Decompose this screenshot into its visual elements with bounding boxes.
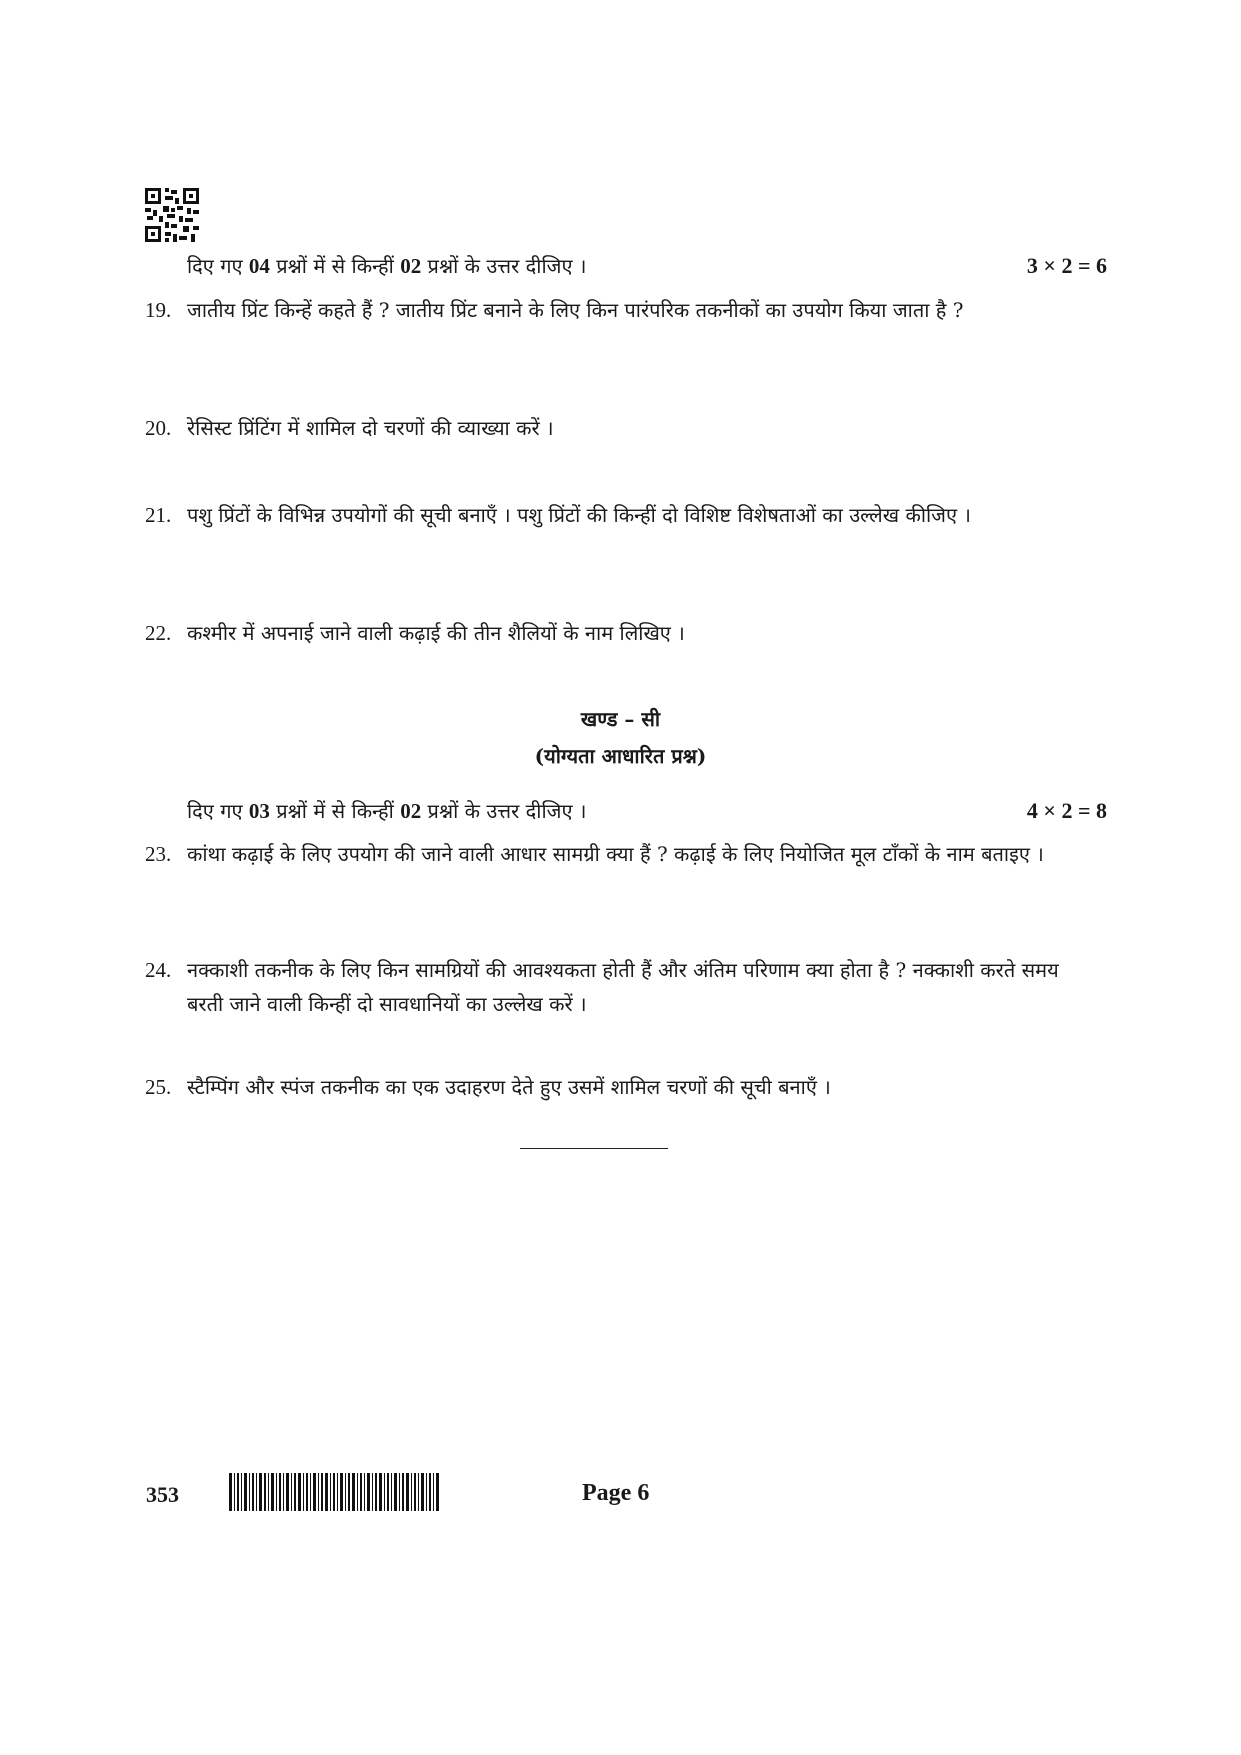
marks-section-c: 4 × 2 = 8 xyxy=(1026,798,1107,823)
question-number: 20. xyxy=(145,416,172,440)
question-text: रेसिस्ट प्रिंटिंग में शामिल दो चरणों की व्याख्या करें । xyxy=(187,416,554,440)
instruction-attempt-count: 02 xyxy=(400,799,422,823)
section-c-title: खण्ड – सी xyxy=(580,707,661,731)
instruction-section-b xyxy=(187,252,1107,280)
question-text: स्टैम्पिंग और स्पंज तकनीक का एक उदाहरण देते हुए उसमें शामिल चरणों की सूची बनाएँ । xyxy=(187,1075,831,1099)
instruction-prefix: दिए गए xyxy=(187,254,249,278)
page-number: Page 6 xyxy=(582,1480,650,1506)
section-c-subtitle: (योग्यता आधारित प्रश्न) xyxy=(534,744,707,768)
instruction-attempt-count: 02 xyxy=(400,254,422,278)
question-number: 21. xyxy=(145,503,172,527)
question-25 xyxy=(145,1070,1065,1104)
question-text: कश्मीर में अपनाई जाने वाली कढ़ाई की तीन शैलियों के नाम लिखिए । xyxy=(187,621,685,645)
question-23 xyxy=(145,837,1065,871)
question-number: 23. xyxy=(145,842,172,866)
paper-code: 353 xyxy=(146,1482,179,1507)
qr-code-icon xyxy=(145,188,199,242)
question-number: 19. xyxy=(145,298,172,322)
question-text: नक्काशी तकनीक के लिए किन सामग्रियों की आवश्यकता होती हैं और अंतिम परिणाम क्या होता है ? नक्काशी करते समय बरती जाने वाली किन्हीं दो सावधानियों का उल्लेख करें । xyxy=(187,958,1059,1016)
end-divider xyxy=(520,1148,668,1149)
instruction-middle: प्रश्नों में से किन्हीं xyxy=(269,799,401,823)
instruction-total-count: 03 xyxy=(248,799,270,823)
question-20 xyxy=(145,411,1065,445)
question-text: पशु प्रिंटों के विभिन्न उपयोगों की सूची बनाएँ । पशु प्रिंटों की किन्हीं दो विशिष्ट विशेषताओं का उल्लेख कीजिए । xyxy=(187,503,972,527)
question-text: जातीय प्रिंट किन्हें कहते हैं ? जातीय प्रिंट बनाने के लिए किन पारंपरिक तकनीकों का उपयोग किया जाता है ? xyxy=(187,298,964,322)
question-19 xyxy=(145,293,1065,327)
instruction-total-count: 04 xyxy=(248,254,270,278)
question-number: 22. xyxy=(145,621,172,645)
instruction-suffix: प्रश्नों के उत्तर दीजिए । xyxy=(421,254,587,278)
instruction-suffix: प्रश्नों के उत्तर दीजिए । xyxy=(421,799,587,823)
instruction-prefix: दिए गए xyxy=(187,799,249,823)
instruction-section-c xyxy=(187,797,1107,825)
question-22 xyxy=(145,616,1065,650)
question-number: 24. xyxy=(145,958,172,982)
barcode-icon xyxy=(229,1473,439,1511)
question-number: 25. xyxy=(145,1075,172,1099)
question-21 xyxy=(145,498,1065,532)
question-24 xyxy=(145,953,1065,1021)
instruction-middle: प्रश्नों में से किन्हीं xyxy=(269,254,401,278)
marks-section-b: 3 × 2 = 6 xyxy=(1026,253,1107,278)
question-text: कांथा कढ़ाई के लिए उपयोग की जाने वाली आधार सामग्री क्या हैं ? कढ़ाई के लिए नियोजित मूल टाँकों के नाम बताइए । xyxy=(187,842,1044,866)
